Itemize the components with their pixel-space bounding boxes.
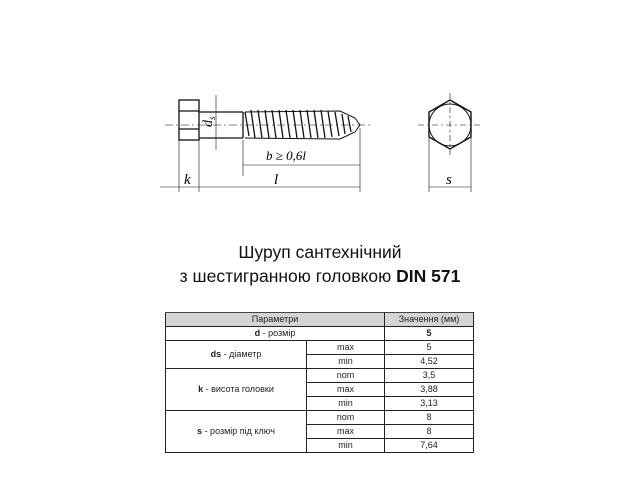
table-row bbox=[166, 411, 474, 425]
s-label: s bbox=[446, 172, 452, 188]
table-row bbox=[166, 341, 474, 355]
side-view bbox=[160, 95, 372, 192]
header-params: Параметри bbox=[166, 313, 385, 327]
title-line-2: з шестигранною головкою DIN 571 bbox=[179, 266, 461, 286]
value-cell: 3,13 bbox=[385, 397, 474, 411]
sub-cell: max bbox=[307, 383, 385, 397]
param-s: s - розмір під ключ bbox=[166, 411, 307, 453]
sub-cell: max bbox=[307, 341, 385, 355]
l-label: l bbox=[274, 172, 279, 188]
sub-cell: max bbox=[307, 425, 385, 439]
sub-cell: min bbox=[307, 397, 385, 411]
param-k: k - висота головки bbox=[166, 369, 307, 411]
value-cell: 3,88 bbox=[385, 383, 474, 397]
value-cell: 5 bbox=[385, 341, 474, 355]
screw-technical-drawing bbox=[0, 0, 640, 230]
value-cell: 8 bbox=[385, 425, 474, 439]
sub-cell: min bbox=[307, 439, 385, 453]
standard-label: DIN 571 bbox=[396, 266, 461, 286]
value-cell: 4,52 bbox=[385, 355, 474, 369]
sub-cell: nom bbox=[307, 411, 385, 425]
sub-cell: min bbox=[307, 355, 385, 369]
specifications-table bbox=[165, 312, 474, 453]
value-cell: 5 bbox=[385, 327, 474, 341]
header-values: Значення (мм) bbox=[385, 313, 474, 327]
table-header-row bbox=[166, 313, 474, 327]
b-label: b ≥ 0,6l bbox=[266, 148, 306, 163]
param-d: d - розмір bbox=[166, 327, 385, 341]
ds-label: $d_s$ bbox=[201, 116, 217, 127]
title-line-1: Шуруп сантехнічний bbox=[238, 242, 402, 262]
table-row bbox=[166, 369, 474, 383]
product-title bbox=[0, 240, 640, 288]
param-ds: ds - діаметр bbox=[166, 341, 307, 369]
value-cell: 8 bbox=[385, 411, 474, 425]
table-row bbox=[166, 327, 474, 341]
k-label: k bbox=[184, 172, 191, 188]
value-cell: 3,5 bbox=[385, 369, 474, 383]
sub-cell: nom bbox=[307, 369, 385, 383]
value-cell: 7,64 bbox=[385, 439, 474, 453]
